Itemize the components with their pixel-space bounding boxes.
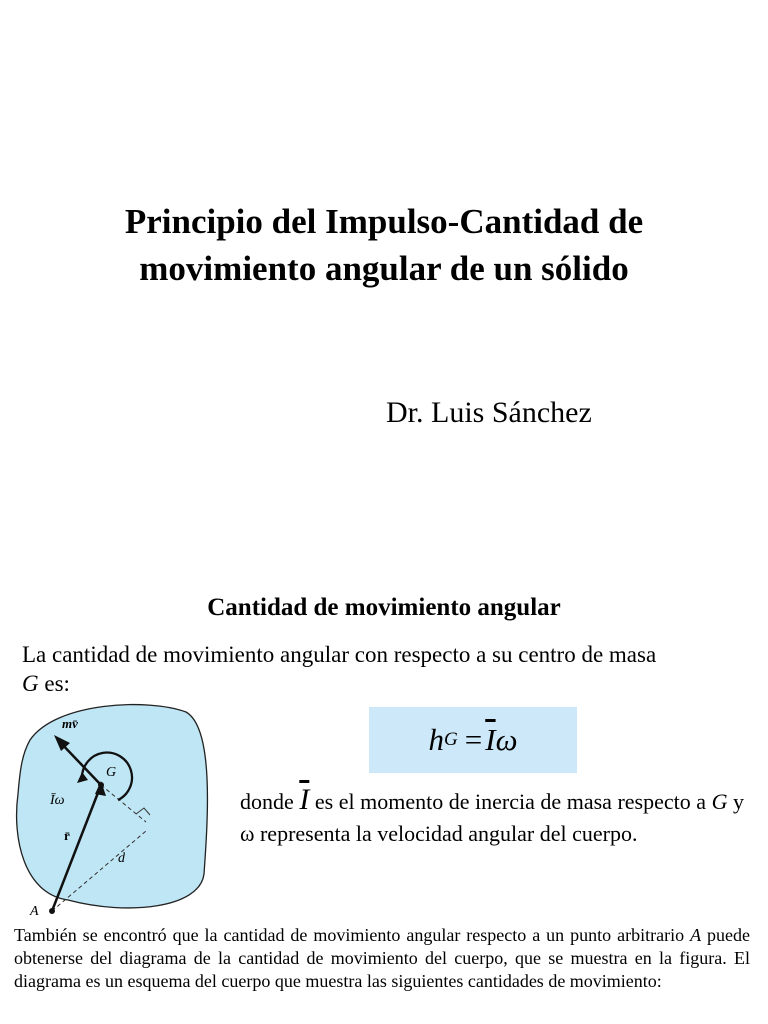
intro-paragraph: [22, 640, 752, 698]
content-slide: [0, 560, 768, 1024]
label-radius: r̄: [64, 828, 70, 843]
formula-omega: ω: [495, 722, 518, 757]
formula-inertia: $\overline{I}$: [485, 722, 496, 757]
label-angular: Īω: [50, 793, 65, 808]
point-a-dot: [49, 908, 55, 914]
rigid-body-shape: [17, 705, 208, 908]
definition-middle: es el momento de inercia de masa respecto a: [309, 789, 712, 814]
label-point-a: A: [30, 904, 39, 919]
rigid-body-diagram: [8, 698, 213, 920]
definition-prefix: donde: [240, 789, 300, 814]
intro-end: es:: [38, 671, 70, 696]
definition-paragraph: [240, 784, 744, 850]
author-name: Dr. Luis Sánchez: [386, 396, 592, 429]
rigid-body-svg: [8, 698, 213, 920]
definition-variable: G: [711, 789, 728, 814]
label-momentum: mv̄: [62, 716, 78, 731]
bottom-part-1: También se encontró que la cantidad de movimiento angular respecto a un punto arbitrario: [14, 925, 691, 945]
formula-equals: =: [464, 722, 483, 757]
definition-suffix: y ω representa la velocidad angular del cuerpo.: [240, 789, 745, 846]
bottom-paragraph: [14, 924, 750, 993]
center-of-mass-dot: [98, 782, 104, 788]
label-center-g: G: [106, 765, 117, 780]
bottom-variable: A: [690, 925, 702, 945]
main-title-line-1: Principio del Impulso-Cantidad de: [124, 202, 644, 241]
label-distance: d: [118, 851, 125, 866]
formula-lhs: h: [428, 722, 445, 757]
section-heading: Cantidad de movimiento angular: [207, 594, 561, 621]
main-title: [0, 198, 768, 292]
definition-inertia-symbol: $\overline{I}$: [299, 783, 310, 816]
main-title-line-2: movimiento angular de un sólido: [139, 249, 629, 288]
bottom-part-2: puede obtenerse del diagrama de la cantidad de movimiento del cuerpo, que se muestra en la figura. El diagrama es un esquema del cuerpo que muestra las siguientes cantidades de movimiento:: [14, 925, 751, 991]
intro-variable: G: [22, 671, 39, 696]
angular-momentum-formula: [369, 707, 577, 773]
formula-lhs-subscript: G: [444, 729, 458, 750]
intro-text: La cantidad de movimiento angular con respecto a su centro de masa: [22, 642, 657, 667]
